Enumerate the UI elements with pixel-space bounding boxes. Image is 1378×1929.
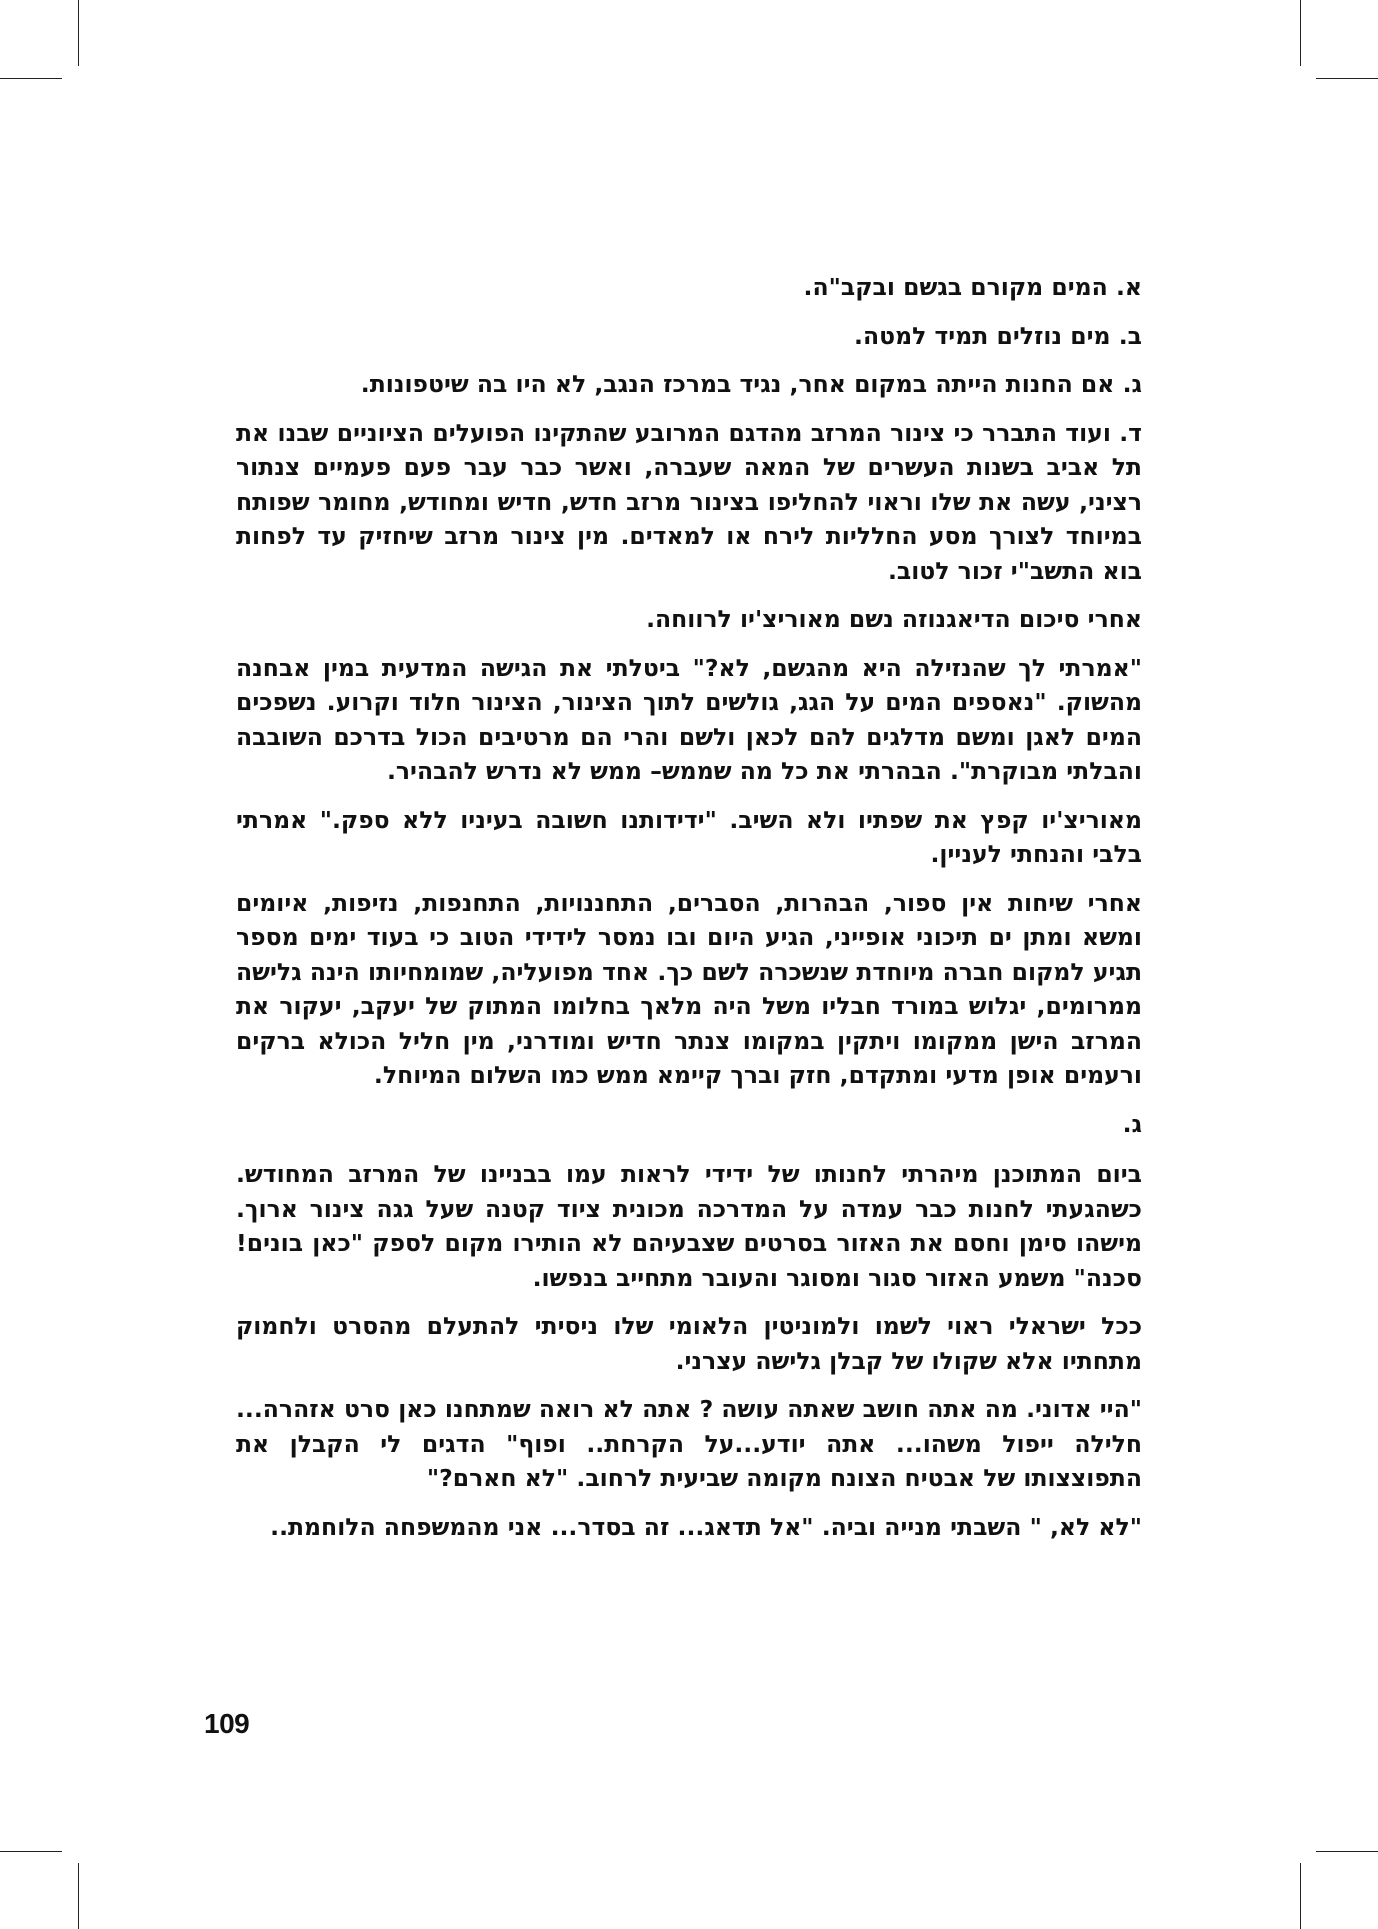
crop-mark-top-right-horizontal [1316,78,1378,79]
crop-mark-top-right-vertical [1300,0,1301,66]
paragraph-point-d: ד. ועוד התברר כי צינור המרזב מהדגם המרובע שהתקינו הפועלים הציוניים שבנו את תל אביב בשנות העשרים של המאה שעברה, ואשר כבר עבר פעם פעמיים צנתור רציני, עשה את שלו וראוי להחליפו בצינור מרזב חדש, חדיש ומחודש, מחומר שפותח במיוחד לצורך מסע החלליות לירח או למאדים. מין צינור מרזב שיחזיק עד לפחות בוא התשב"י זכור לטוב. [236,418,1142,585]
paragraph: אחרי שיחות אין ספור, הבהרות, הסברים, התחננויות, התחנפות, נזיפות, איומים ומשא ומתן ים תיכוני אופייני, הגיע היום ובו נמסר לידידי הטוב כי בעוד ימים מספר תגיע למקום חברה מיוחדת שנשכרה לשם כך. אחד מפועליה, שמומחיותו הינה גלישה ממרומים, יגלוש במורד חבליו משל היה מלאך בחלומו המתוק של יעקב, יעקור את המרזב הישן ממקומו ויתקין במקומו צנתר חדיש ומודרני, מין חליל הכולא ברקים ורעמים אופן מדעי ומתקדם, חזק וברך קיימא ממש כמו השלום המיוחל. [236,888,1142,1089]
paragraph-point-a: א. המים מקורם בגשם ובקב"ה. [803,273,1142,301]
crop-mark-bottom-left-vertical [78,1863,79,1929]
crop-mark-bottom-right-vertical [1300,1863,1301,1929]
paragraph: ביום המתוכנן מיהרתי לחנותו של ידידי לראות עמו בבניינו של המרזב המחודש. כשהגעתי לחנות כבר עמדה על המדרכה מכונית ציוד קטנה שעל גגה צינור ארוך. מישהו סימן וחסם את האזור בסרטים שצבעיהם לא הותירו מקום לספק "כאן בונים! סכנה" משמע האזור סגור ומסוגר והעובר מתחייב בנפשו. [236,1160,1142,1292]
crop-mark-top-left-vertical [78,0,79,66]
paragraph: "היי אדוני. מה אתה חושב שאתה עושה ? אתה לא רואה שמתחנו כאן סרט אזהרה... חלילה ייפול משהו... אתה יודע...על הקרחת.. ופוף" הדגים לי הקבלן את התפוצצותו של אבטיח הצונח מקומה שביעית לרחוב. "לא חארם?" [236,1395,1142,1492]
paragraph: מאוריצ'יו קפץ את שפתיו ולא השיב. "ידידותנו חשובה בעיניו ללא ספק." אמרתי בלבי והנחתי לעניין. [236,805,1142,868]
crop-mark-bottom-right-horizontal [1316,1851,1378,1852]
crop-mark-bottom-left-horizontal [0,1851,62,1852]
paragraph-point-b: ב. מים נוזלים תמיד למטה. [854,321,1142,350]
section-heading: ג. [1122,1109,1142,1138]
page-number: 109 [204,1708,250,1739]
paragraph: ככל ישראלי ראוי לשמו ולמוניטין הלאומי שלו ניסיתי להתעלם מהסרט ולחמוק מתחתיו אלא שקולו של קבלן גלישה עצרני. [236,1312,1142,1375]
crop-mark-top-left-horizontal [0,78,62,79]
paragraph: אחרי סיכום הדיאגנוזה נשם מאוריצ'יו לרווחה. [646,605,1142,633]
paragraph: "אמרתי לך שהנזילה היא מהגשם, לא?" ביטלתי את הגישה המדעית במין אבחנה מהשוק. "נאספים המים על הגג, גולשים לתוך הצינור, הצינור חלוד וקרוע. נשפכים המים לאגן ומשם מדלגים להם לכאן ולשם והרי הם מרטיבים הכול בדרכם השובבה והבלתי מבוקרת". הבהרתי את כל מה שממש– ממש לא נדרש להבהיר. [236,653,1142,785]
paragraph-point-c: ג. אם החנות הייתה במקום אחר, נגיד במרכז הנגב, לא היו בה שיטפונות. [360,370,1142,398]
paragraph: "לא לא, " השבתי מנייה וביה. "אל תדאג... זה בסדר... אני מהמשפחה הלוחמת.. [270,1512,1142,1541]
body-text [236,270,1142,1558]
